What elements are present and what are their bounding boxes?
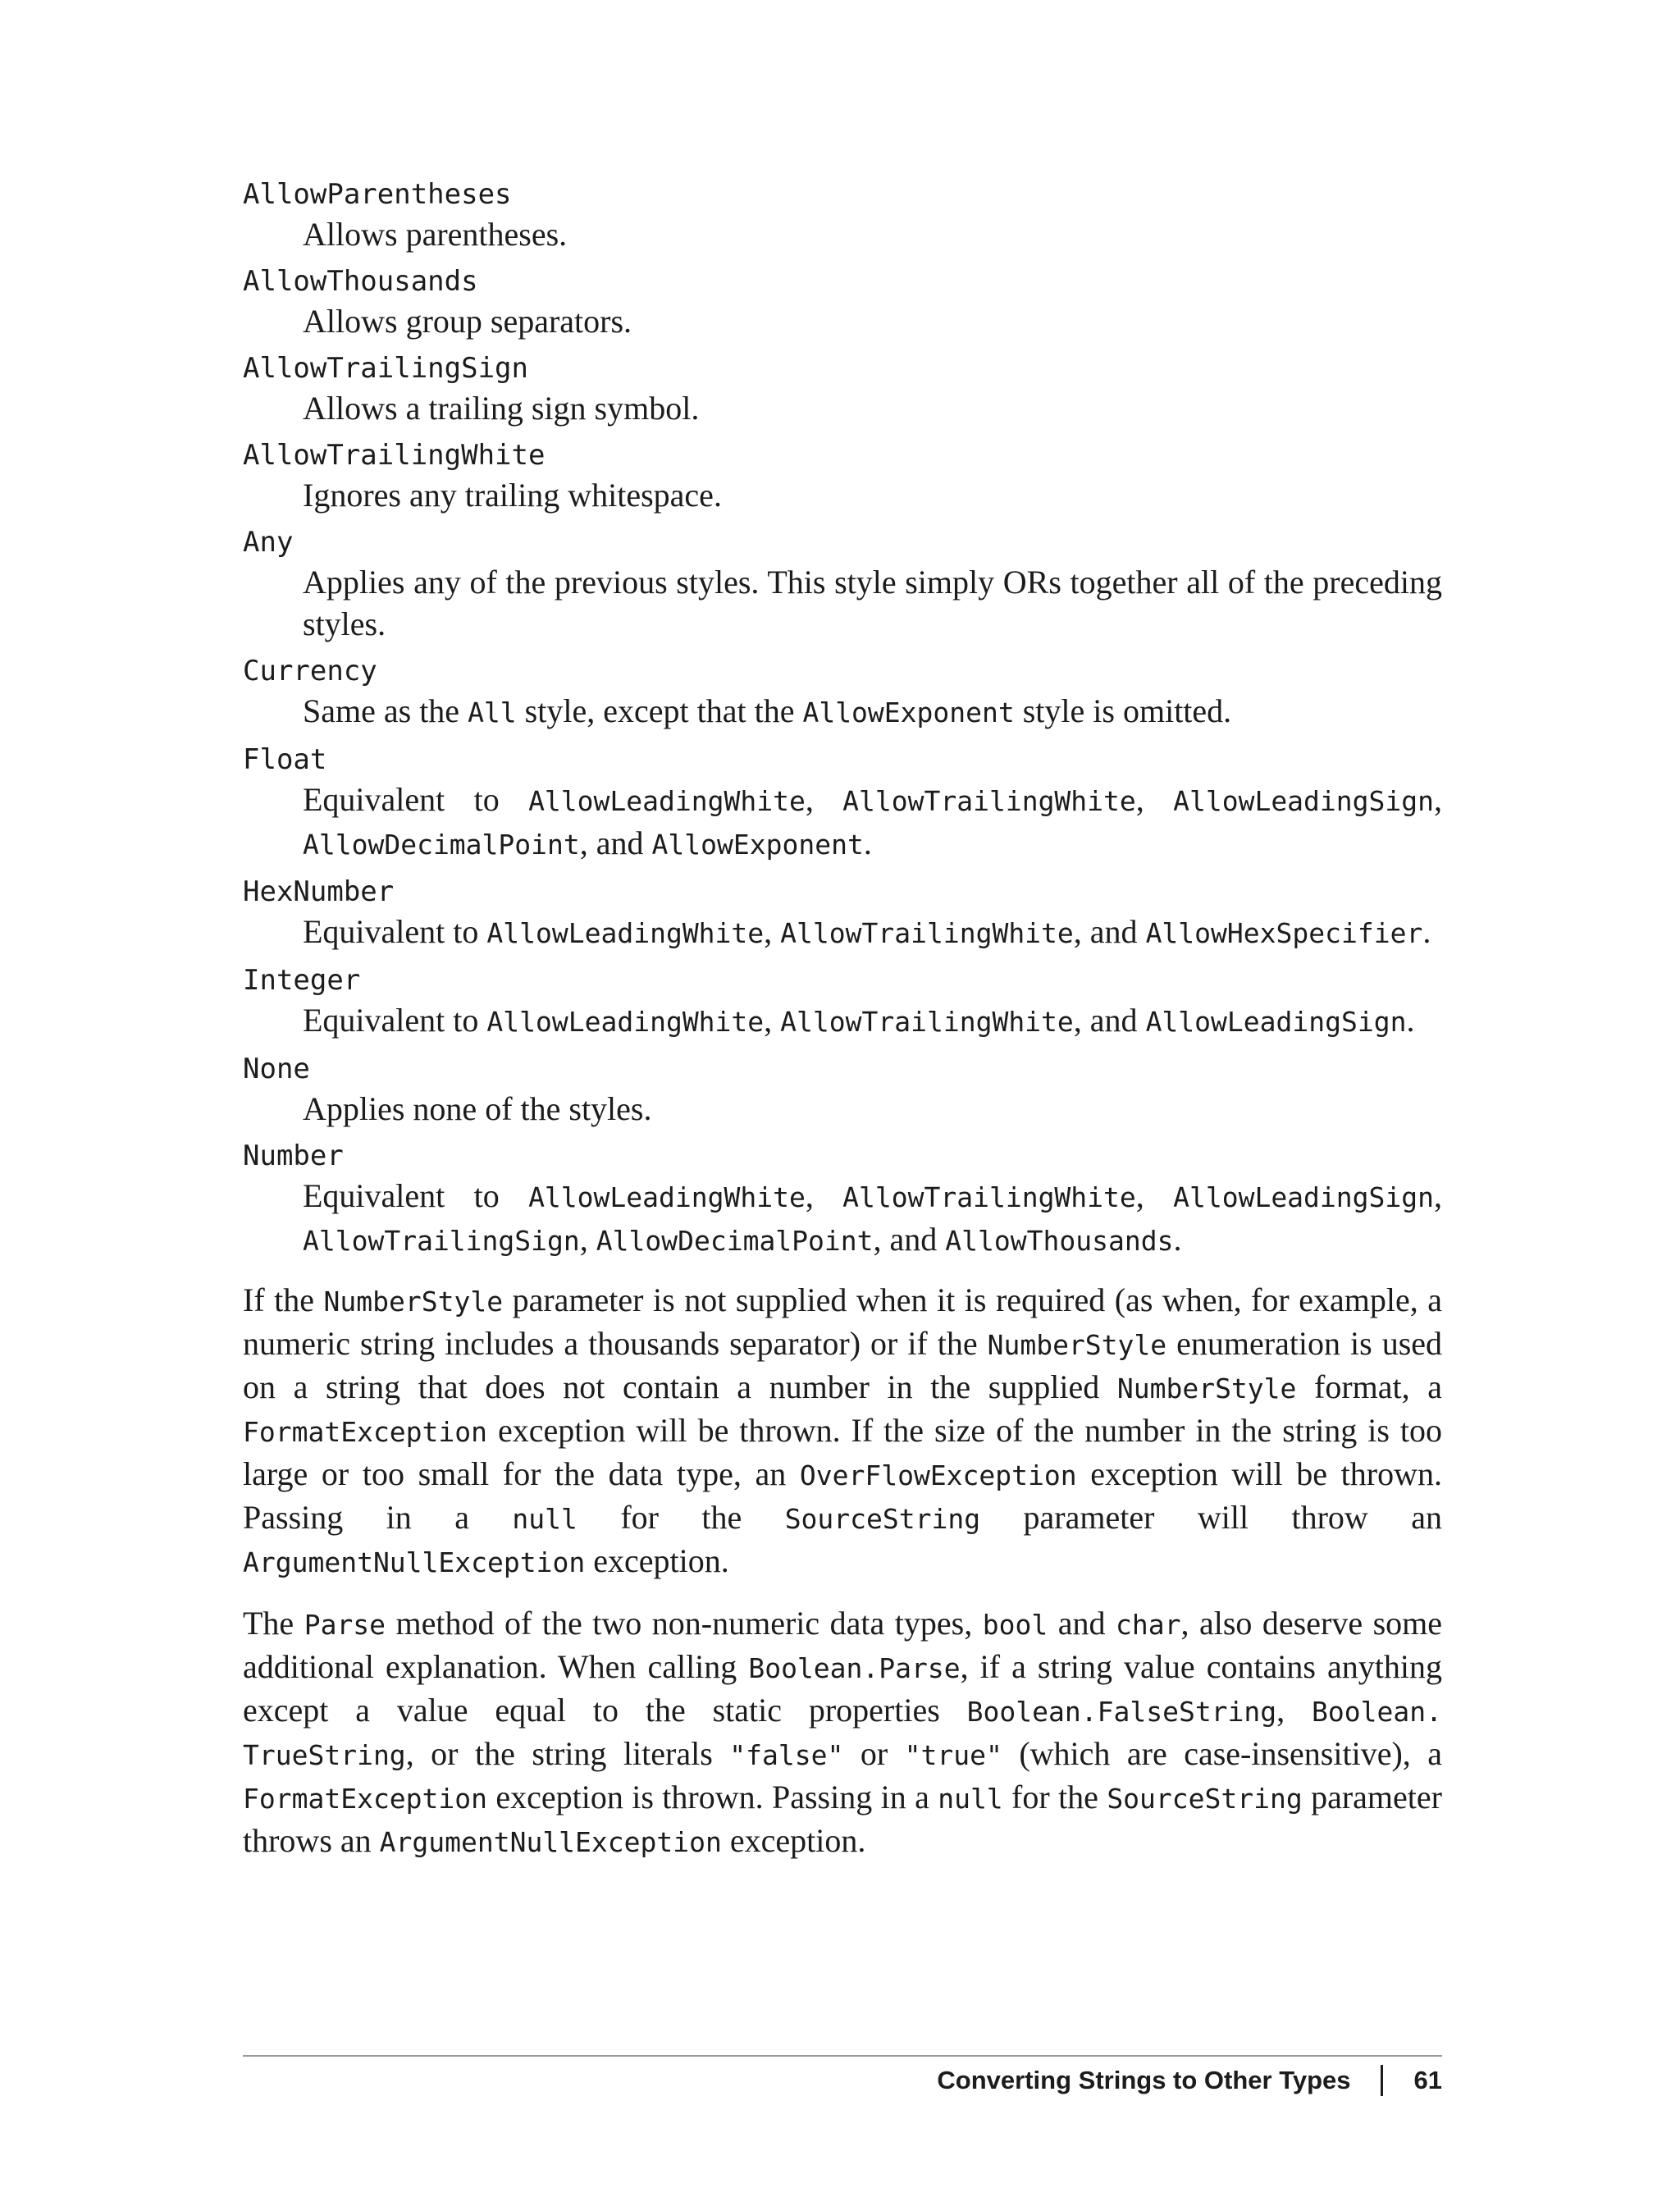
text-run: ,	[764, 1002, 781, 1039]
definition-term: AllowParentheses	[243, 178, 512, 211]
definition-term: AllowTrailingWhite	[243, 439, 546, 472]
footer-separator	[1381, 2065, 1383, 2096]
text-run: exception will be thrown. Passing in a	[243, 1455, 1443, 1536]
text-run: , also deserve some additional explanation. When calling	[243, 1605, 1443, 1685]
text-run: style, except that the	[516, 692, 803, 729]
definition-description	[303, 300, 1442, 342]
inline-code: Boolean.​TrueString	[243, 1696, 1442, 1771]
definition-term: Integer	[243, 964, 361, 997]
inline-code: Parse	[304, 1609, 386, 1641]
text-run: , or the string literals	[405, 1735, 730, 1772]
inline-code: "true"	[904, 1739, 1002, 1771]
text-run: , and	[1073, 1002, 1146, 1039]
body-paragraph	[243, 1279, 1442, 1583]
definition-description	[303, 1088, 1442, 1130]
text-run: ,	[805, 1177, 843, 1214]
text-run: ,	[1276, 1692, 1312, 1729]
text-run: or	[843, 1735, 905, 1772]
text-run: ,	[579, 1221, 596, 1258]
text-run: parameter will throw an	[980, 1499, 1442, 1536]
inline-code: AllowHexSpecifier	[1145, 917, 1423, 949]
inline-code: Boolean.Parse	[748, 1652, 961, 1684]
text-run: ,	[1135, 781, 1174, 818]
text-run: for the	[1002, 1779, 1107, 1815]
inline-code: All	[468, 697, 517, 728]
definition-description	[303, 690, 1442, 733]
text-run: exception is thrown. Passing in a	[487, 1779, 938, 1815]
text-run: exception will be thrown. If the size of the number in the string is too large or too small for the data type, an	[243, 1412, 1442, 1492]
inline-code: AllowExponent	[651, 829, 864, 861]
text-run: format, a	[1296, 1368, 1443, 1405]
text-run: method of the two non-numeric data types,	[386, 1605, 983, 1642]
definition-term: Number	[243, 1140, 344, 1172]
text-run: Applies any of the previous styles. This style simply ORs together all of the preceding styles.	[303, 564, 1442, 642]
inline-code: AllowLeadingWhite	[486, 917, 765, 949]
definition-term: Any	[243, 526, 294, 559]
inline-code: NumberStyle	[1116, 1372, 1297, 1404]
definition-term: AllowThousands	[243, 265, 478, 298]
definition-description	[303, 999, 1442, 1043]
inline-code: AllowTrailingWhite	[780, 1006, 1074, 1038]
inline-code: NumberStyle	[323, 1286, 504, 1318]
text-run: , and	[873, 1221, 946, 1258]
inline-code: ArgumentNullException	[243, 1546, 586, 1578]
inline-code: null	[938, 1783, 1003, 1815]
definition-term: HexNumber	[243, 875, 395, 908]
text-run: Allows parentheses.	[303, 216, 568, 253]
inline-code: bool	[982, 1609, 1048, 1641]
page-number: 61	[1413, 2066, 1442, 2094]
inline-code: AllowLeadingWhite	[486, 1006, 765, 1038]
text-run: parameter is not supplied when it is required (as when, for example, a numeric string includes a thousands separator) or if the	[243, 1281, 1442, 1362]
inline-code: AllowLeadingWhite	[528, 1181, 806, 1213]
page-body	[243, 168, 1442, 1863]
text-run: Applies none of the styles.	[303, 1090, 652, 1127]
inline-code: SourceString	[1107, 1783, 1303, 1815]
text-run: .	[1406, 1002, 1415, 1039]
inline-code: AllowTrailingWhite	[842, 785, 1136, 817]
text-run: Equivalent to	[303, 781, 529, 818]
definition-term: AllowTrailingSign	[243, 352, 528, 385]
inline-code: NumberStyle	[987, 1329, 1167, 1361]
definition-description	[303, 1175, 1442, 1262]
definition-description	[303, 213, 1442, 255]
definition-description	[303, 561, 1442, 645]
text-run: ,	[1434, 781, 1442, 818]
inline-code: AllowExponent	[802, 697, 1015, 728]
text-run: .	[863, 824, 872, 861]
body-paragraph	[243, 1602, 1442, 1863]
definition-description	[303, 387, 1442, 429]
inline-code: "false"	[729, 1739, 844, 1771]
text-run: and	[1048, 1605, 1116, 1642]
inline-code: AllowTrailingWhite	[842, 1181, 1136, 1213]
text-run: ,	[805, 781, 843, 818]
inline-code: AllowLeadingSign	[1173, 1181, 1434, 1213]
text-run: exception.	[585, 1542, 729, 1579]
text-run: , and	[1073, 913, 1146, 950]
text-run: Equivalent to	[303, 1002, 487, 1039]
definition-description	[303, 779, 1442, 866]
text-run: Same as the	[303, 692, 468, 729]
definition-term: Float	[243, 743, 327, 776]
inline-code: AllowTrailingWhite	[780, 917, 1074, 949]
page-footer	[243, 2062, 1442, 2099]
text-run: , if a string value contains anything except a value equal to the static properties	[243, 1648, 1442, 1729]
inline-code: char	[1115, 1609, 1181, 1641]
text-run: The	[243, 1605, 304, 1642]
definition-term: None	[243, 1053, 310, 1085]
inline-code: FormatException	[243, 1783, 488, 1815]
inline-code: null	[512, 1503, 578, 1535]
definition-term: Currency	[243, 655, 377, 687]
inline-code: FormatException	[243, 1416, 488, 1448]
text-run: ,	[1434, 1177, 1442, 1214]
text-run: parameter throws an	[243, 1779, 1442, 1859]
text-run: , and	[579, 824, 652, 861]
inline-code: AllowLeadingSign	[1173, 785, 1434, 817]
inline-code: AllowLeadingSign	[1145, 1006, 1407, 1038]
running-footer-title: Converting Strings to Other Types	[937, 2066, 1351, 2094]
inline-code: AllowTrailingSign	[303, 1225, 580, 1257]
text-run: exception.	[721, 1822, 866, 1859]
definition-description	[303, 474, 1442, 516]
inline-code: OverFlowException	[799, 1459, 1077, 1491]
definition-list	[243, 168, 1442, 1262]
text-run: Allows group separators.	[303, 303, 632, 340]
text-run: ,	[1135, 1177, 1174, 1214]
inline-code: AllowDecimalPoint	[303, 829, 580, 861]
text-run: for the	[577, 1499, 785, 1536]
inline-code: ArgumentNullException	[379, 1826, 722, 1858]
text-run: (which are case-insensitive), a	[1002, 1735, 1443, 1772]
inline-code: SourceString	[784, 1503, 981, 1535]
inline-code: AllowLeadingWhite	[528, 785, 806, 817]
text-run: ,	[764, 913, 781, 950]
text-run: Allows a trailing sign symbol.	[303, 390, 700, 427]
text-run: Ignores any trailing whitespace.	[303, 477, 722, 514]
inline-code: Boolean.FalseString	[966, 1696, 1277, 1728]
footer-rule	[243, 2055, 1442, 2057]
text-run: enumeration is used on a string that does not contain a number in the supplied	[243, 1325, 1443, 1405]
body-paragraphs	[243, 1279, 1442, 1863]
text-run: .	[1422, 913, 1431, 950]
text-run: Equivalent to	[303, 1177, 529, 1214]
inline-code: AllowDecimalPoint	[596, 1225, 874, 1257]
text-run: Equivalent to	[303, 913, 487, 950]
definition-description	[303, 911, 1442, 954]
text-run: .	[1173, 1221, 1182, 1258]
text-run: If the	[243, 1281, 324, 1318]
text-run: style is omitted.	[1014, 692, 1232, 729]
inline-code: AllowThousands	[945, 1225, 1174, 1257]
